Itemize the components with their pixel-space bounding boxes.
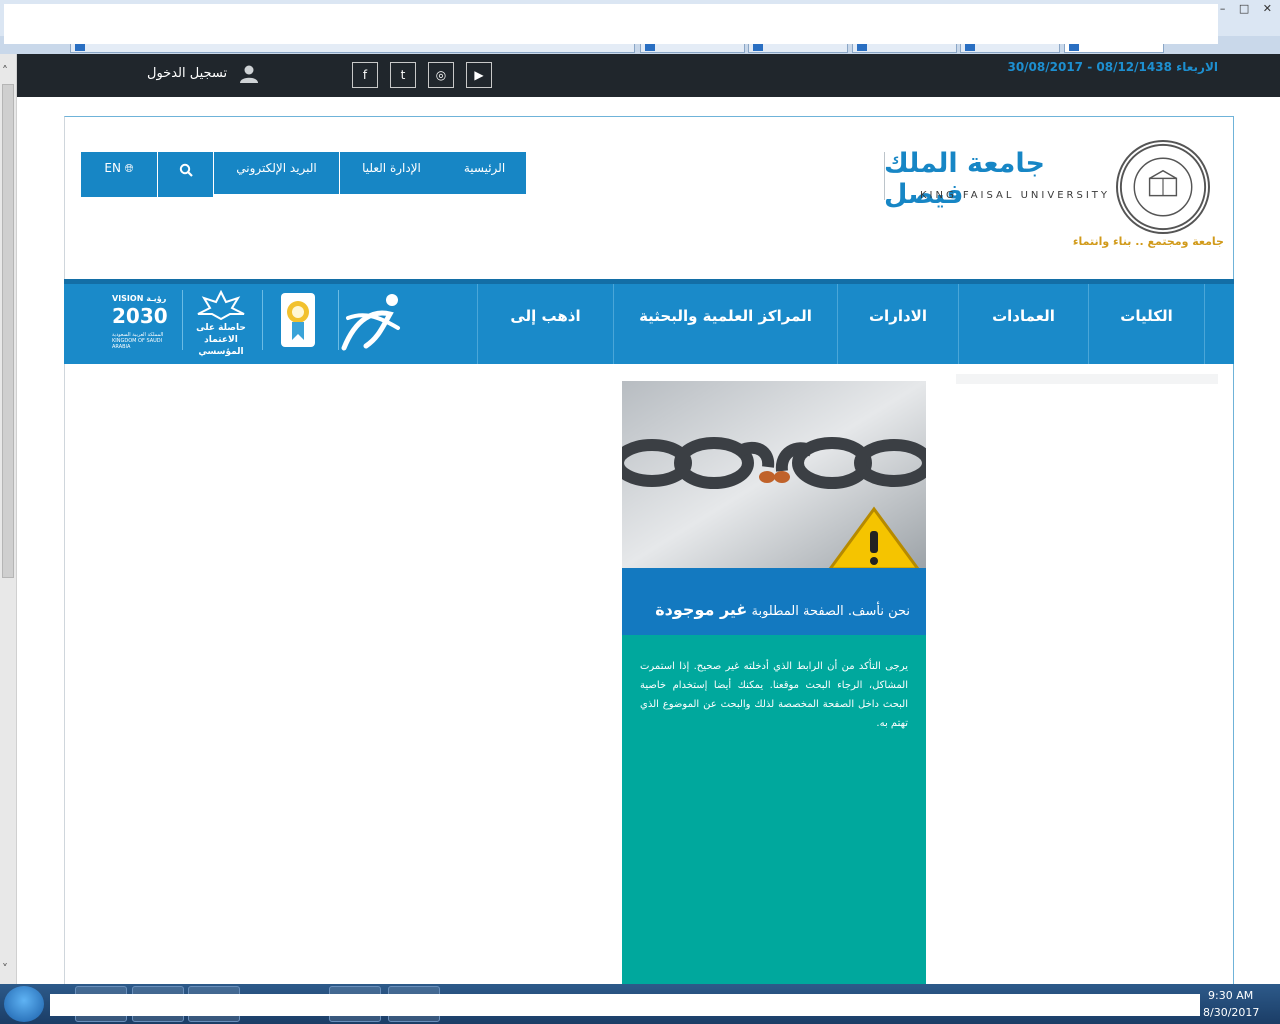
accreditation-badge[interactable] bbox=[186, 290, 256, 357]
login-link[interactable]: تسجيل الدخول bbox=[147, 66, 228, 81]
badge-divider bbox=[262, 290, 263, 350]
minimize-icon[interactable]: – bbox=[1219, 2, 1226, 15]
vision-2030-logo[interactable] bbox=[106, 290, 178, 348]
quality-award-icon[interactable] bbox=[280, 292, 316, 348]
nav-centers[interactable]: المراكز العلمية والبحثية bbox=[613, 284, 837, 364]
window-controls bbox=[1210, 2, 1272, 15]
runner-emblem-icon[interactable] bbox=[338, 288, 408, 354]
nav-departments[interactable]: الادارات bbox=[837, 284, 958, 364]
accreditation-star-icon bbox=[194, 290, 248, 320]
redacted-area bbox=[50, 994, 1200, 1016]
error-message: يرجى التأكد من أن الرابط الذي أدخلته غير صحيح. إذا استمرت المشاكل، الرجاء البحث موقعنا. يمكنك أيضا إستخدام خاصية البحث داخل الصفحة المخصصة لذلك والبحث عن الموضوع الذي تهتم به. bbox=[640, 661, 908, 729]
maximize-icon[interactable]: □ bbox=[1238, 2, 1250, 15]
youtube-icon[interactable]: ▶ bbox=[466, 62, 492, 88]
browser-chrome bbox=[0, 0, 1280, 54]
nav-colleges[interactable]: الكليات bbox=[1088, 284, 1204, 364]
scroll-up-icon[interactable]: ˄ bbox=[2, 64, 8, 78]
vision-year: 2030 bbox=[112, 304, 168, 328]
date-display: الاربعاء 08/12/1438 - 30/08/2017 bbox=[1007, 60, 1218, 74]
language-button[interactable] bbox=[81, 152, 157, 197]
university-name-en: KING FAISAL UNIVERSITY bbox=[919, 190, 1110, 201]
nav-goto[interactable]: اذهب إلى bbox=[477, 284, 613, 364]
clock-date[interactable]: 8/30/2017 bbox=[1203, 1006, 1260, 1019]
page-scrollbar[interactable] bbox=[0, 54, 17, 984]
broken-chain-image bbox=[622, 381, 926, 568]
twitter-icon[interactable]: t bbox=[390, 62, 416, 88]
instagram-icon[interactable]: ◎ bbox=[428, 62, 454, 88]
vision-subtitle: المملكة العربية السعودية KINGDOM OF SAUDI ARABIA bbox=[112, 332, 164, 350]
close-icon[interactable]: ✕ bbox=[1262, 2, 1272, 15]
scroll-down-icon[interactable]: ˅ bbox=[2, 962, 8, 976]
language-label: EN bbox=[104, 161, 121, 175]
home-link[interactable]: الرئيسية bbox=[443, 152, 526, 194]
error-card bbox=[622, 381, 926, 984]
vision-title: VISION رؤيـة bbox=[112, 294, 167, 303]
start-button[interactable] bbox=[4, 986, 44, 1022]
senior-admin-link[interactable]: الإدارة العليا bbox=[339, 152, 443, 194]
facebook-icon[interactable]: f bbox=[352, 62, 378, 88]
badge-divider bbox=[182, 290, 183, 350]
university-logo[interactable] bbox=[884, 140, 1226, 250]
error-title-prefix: نحن نأسف. الصفحة المطلوبة bbox=[747, 604, 910, 619]
redacted-area bbox=[4, 4, 1218, 44]
university-seal-icon bbox=[1116, 140, 1210, 234]
search-icon bbox=[179, 163, 193, 177]
error-title bbox=[622, 568, 926, 635]
sidebar-placeholder bbox=[956, 374, 1218, 384]
broken-chain-icon bbox=[622, 381, 926, 568]
user-icon[interactable] bbox=[239, 64, 259, 84]
scrollbar-thumb[interactable] bbox=[2, 84, 14, 578]
top-utility-bar bbox=[17, 54, 1280, 97]
windows-taskbar bbox=[0, 984, 1280, 1024]
university-tagline: جامعة ومجتمع .. بناء وانتماء bbox=[1072, 235, 1224, 248]
nav-deanships[interactable]: العمادات bbox=[958, 284, 1088, 364]
nav-divider bbox=[1204, 284, 1205, 364]
badge-divider bbox=[338, 290, 339, 350]
university-name-ar: جامعة الملك فيصل bbox=[884, 148, 1045, 210]
error-title-strong: غير موجودة bbox=[655, 600, 748, 619]
globe-icon: 🌐︎ bbox=[124, 162, 134, 175]
accreditation-label: حاصلة على الاعتماد المؤسسي bbox=[196, 323, 246, 357]
email-link[interactable]: البريد الإلكتروني bbox=[213, 152, 339, 194]
search-button[interactable] bbox=[157, 152, 213, 197]
clock-time[interactable]: 9:30 AM bbox=[1208, 989, 1254, 1002]
